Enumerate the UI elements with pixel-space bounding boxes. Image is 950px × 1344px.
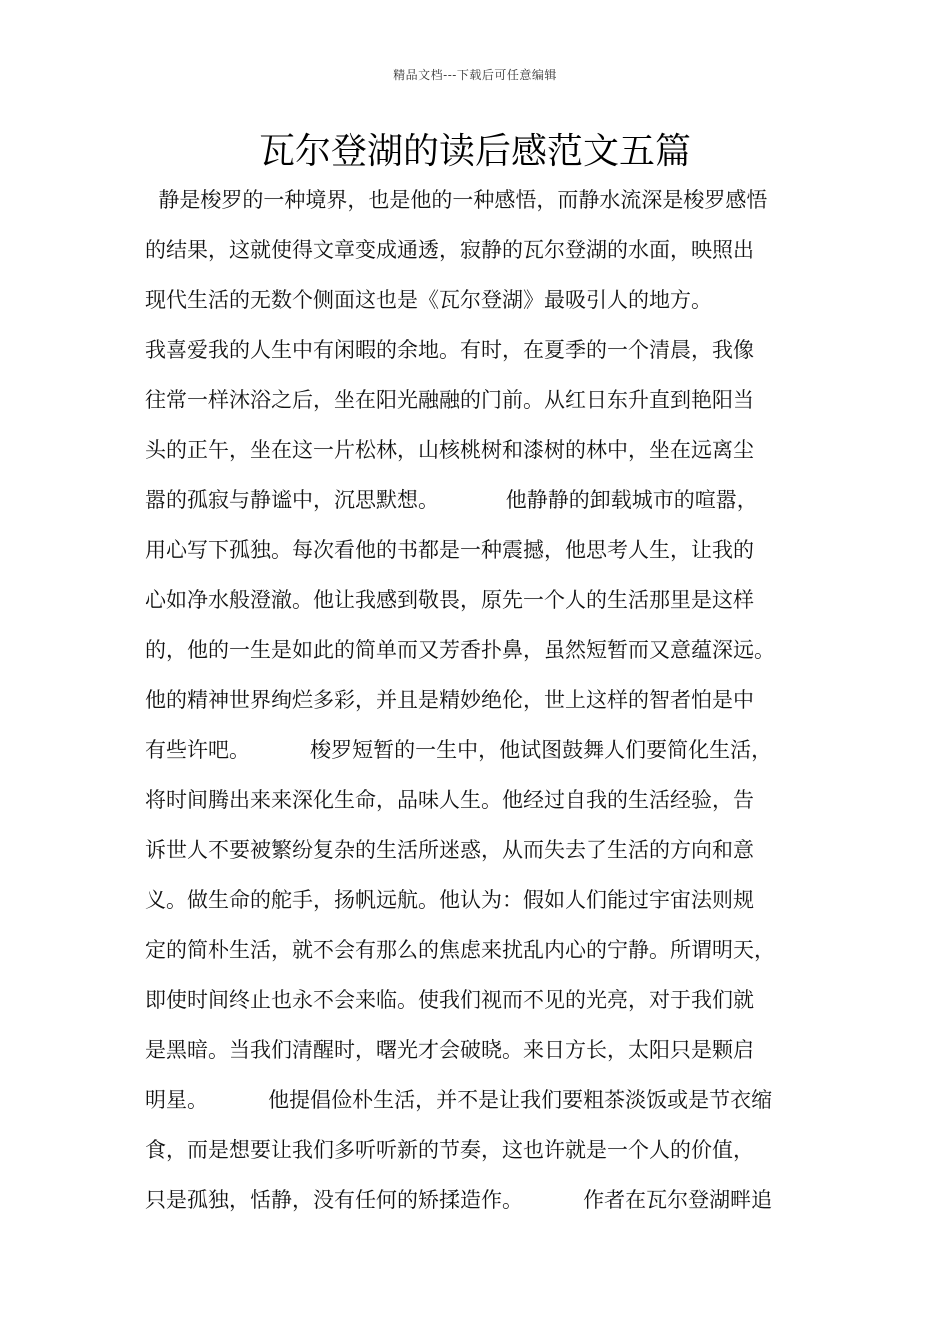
text-line: 的，他的一生是如此的简单而又芳香扑鼻，虽然短暂而又意蕴深远。 <box>145 638 775 662</box>
text-line: 食，而是想要让我们多听听新的节奏，这也许就是一个人的价值， <box>145 1138 754 1162</box>
text-line: 用心写下孤独。每次看他的书都是一种震撼，他思考人生，让我的 <box>145 538 754 562</box>
text-line: 将时间腾出来来深化生命，品味人生。他经过自我的生活经验，告 <box>145 788 754 812</box>
text-line: 心如净水般澄澈。他让我感到敬畏，原先一个人的生活那里是这样 <box>145 588 754 612</box>
text-line: 有些许吧。 梭罗短暂的一生中，他试图鼓舞人们要简化生活， <box>145 738 773 762</box>
text-line: 他的精神世界绚烂多彩，并且是精妙绝伦，世上这样的智者怕是中 <box>145 688 754 712</box>
text-line: 现代生活的无数个侧面这也是《瓦尔登湖》最吸引人的地方。 <box>145 288 712 312</box>
text-line: 头的正午，坐在这一片松林，山核桃树和漆树的林中，坐在远离尘 <box>145 438 754 462</box>
text-line: 是黑暗。当我们清醒时，曙光才会破晓。来日方长，太阳只是颗启 <box>145 1038 754 1062</box>
text-line: 义。做生命的舵手，扬帆远航。他认为：假如人们能过宇宙法则规 <box>145 888 754 912</box>
text-line: 往常一样沐浴之后，坐在阳光融融的门前。从红日东升直到艳阳当 <box>145 388 754 412</box>
text-line: 嚣的孤寂与静谧中，沉思默想。 他静静的卸载城市的喧嚣， <box>145 488 758 512</box>
text-line: 诉世人不要被繁纷复杂的生活所迷惑，从而失去了生活的方向和意 <box>145 838 754 862</box>
text-line: 我喜爱我的人生中有闲暇的余地。有时，在夏季的一个清晨，我像 <box>145 338 754 362</box>
document-title: 瓦尔登湖的读后感范文五篇 <box>258 131 691 172</box>
text-line: 定的简朴生活，就不会有那么的焦虑来扰乱内心的宁静。所谓明天， <box>145 938 775 962</box>
text-line: 明星。 他提倡俭朴生活，并不是让我们要粗茶淡饭或是节衣缩 <box>145 1088 773 1112</box>
text-line: 静是梭罗的一种境界，也是他的一种感悟，而静水流深是梭罗感悟 <box>145 188 768 212</box>
body-text <box>145 180 835 1230</box>
text-line: 只是孤独，恬静，没有任何的矫揉造作。 作者在瓦尔登湖畔追 <box>145 1188 773 1212</box>
text-line: 的结果，这就使得文章变成通透，寂静的瓦尔登湖的水面，映照出 <box>145 238 754 262</box>
header-note: 精品文档---下载后可任意编辑 <box>393 68 557 82</box>
text-line: 即使时间终止也永不会来临。使我们视而不见的光亮，对于我们就 <box>145 988 754 1012</box>
